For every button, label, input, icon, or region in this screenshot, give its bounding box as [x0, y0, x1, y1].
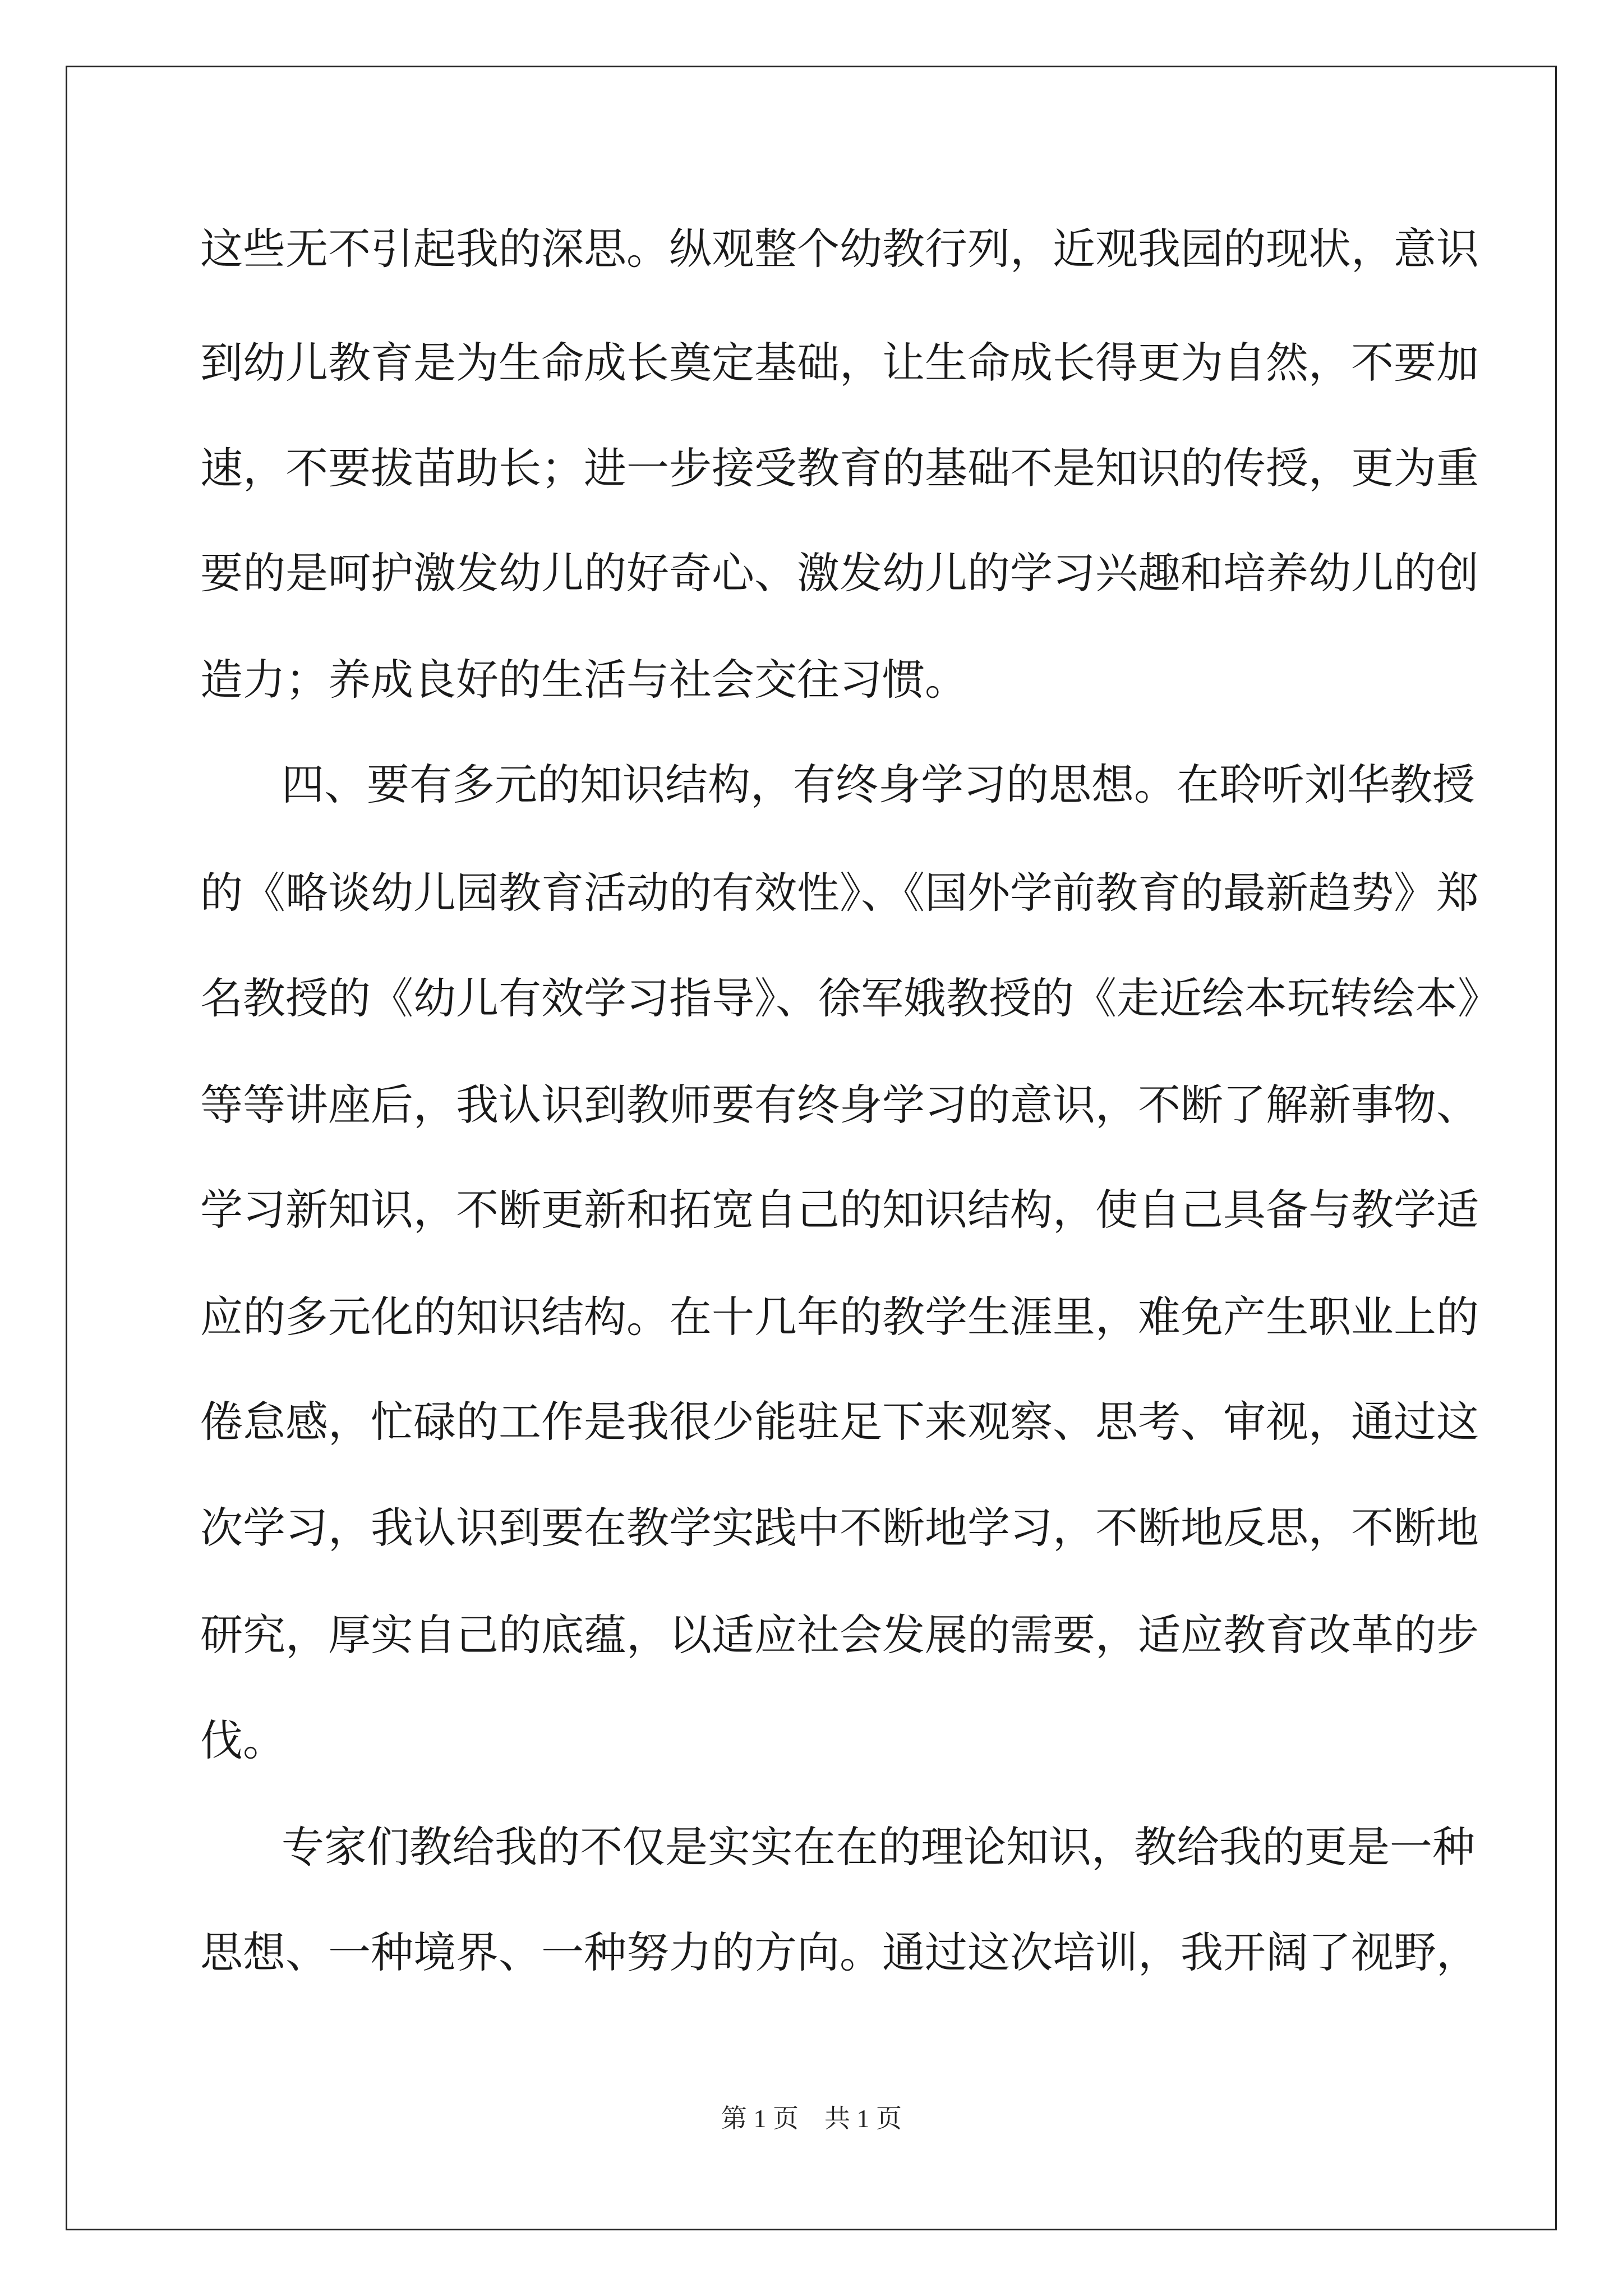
text-line: 到幼儿教育是为生命成长奠定基础，让生命成长得更为自然，不要加 — [200, 338, 1479, 388]
paragraph-first-line: 专家们教给我的不仅是实实在在的理论知识，教给我的更是一种 — [282, 1822, 1475, 1872]
text-line: 速，不要拔苗助长；进一步接受教育的基础不是知识的传授，更为重 — [200, 443, 1479, 493]
text-line: 应的多元化的知识结构。在十几年的教学生涯里，难免产生职业上的 — [200, 1292, 1479, 1342]
text-line: 的《略谈幼儿园教育活动的有效性》、《国外学前教育的最新趋势》郑 — [200, 868, 1479, 918]
paragraph-first-line: 四、要有多元的知识结构，有终身学习的思想。在聆听刘华教授 — [282, 760, 1475, 809]
page-number: 第 1 页 共 1 页 — [721, 2104, 902, 2133]
text-line: 思想、一种境界、一种努力的方向。通过这次培训，我开阔了视野， — [200, 1927, 1479, 1977]
text-line: 伐。 — [200, 1715, 285, 1765]
text-line: 研究，厚实自己的底蕴，以适应社会发展的需要，适应教育改革的步 — [200, 1610, 1479, 1660]
text-line: 学习新知识，不断更新和拓宽自己的知识结构，使自己具备与教学适 — [200, 1185, 1479, 1235]
text-line: 造力；养成良好的生活与社会交往习惯。 — [200, 655, 967, 705]
text-line: 这些无不引起我的深思。纵观整个幼教行列，近观我园的现状，意识 — [200, 224, 1479, 274]
text-line: 等等讲座后，我认识到教师要有终身学习的意识，不断了解新事物、 — [200, 1080, 1479, 1130]
text-line: 次学习，我认识到要在教学实践中不断地学习，不断地反思，不断地 — [200, 1503, 1479, 1553]
text-line: 要的是呵护激发幼儿的好奇心、激发幼儿的学习兴趣和培养幼儿的创 — [200, 548, 1479, 598]
text-line: 倦怠感，忙碌的工作是我很少能驻足下来观察、思考、审视，通过这 — [200, 1397, 1479, 1447]
text-line: 名教授的《幼儿有效学习指导》、徐军娥教授的《走近绘本玩转绘本》 — [200, 973, 1500, 1023]
